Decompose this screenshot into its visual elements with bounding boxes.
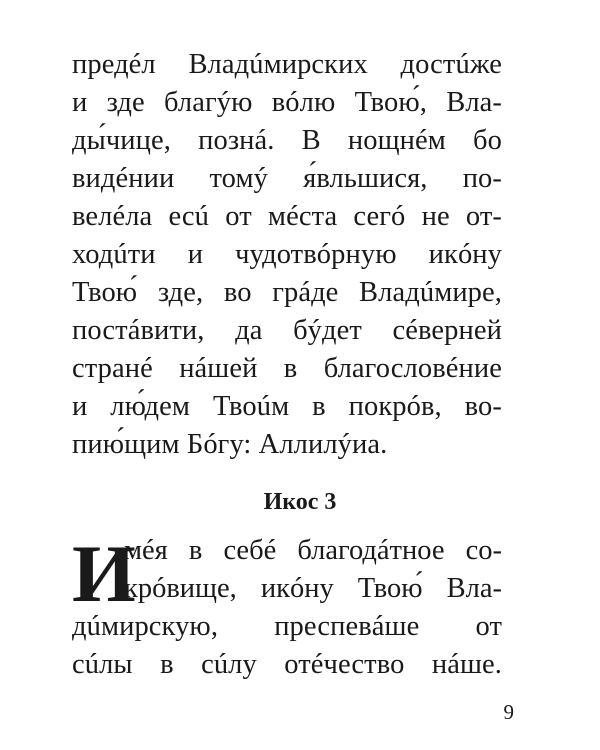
paragraph-1: [72, 46, 502, 464]
text-line: ды́чице, познá. В нощнéм бо: [72, 125, 502, 156]
text-line: Твою́ зде, во грáде Владúмире,: [72, 277, 502, 308]
section-heading: Икос 3: [263, 489, 337, 515]
text-line: ходúти и чудотвóрную икóну: [72, 239, 502, 270]
text-line: видéнии томý я́вльшися, по-: [72, 163, 502, 194]
drop-cap: И: [72, 528, 136, 619]
text-line: дúмирскую, преспевáше от: [72, 611, 502, 642]
text-line: пию́щим Бóгу: Аллилýиа.: [72, 429, 388, 460]
paragraph-2: [72, 528, 502, 684]
text-line: и зде благýю вóлю Твою́, Вла-: [72, 87, 502, 118]
text-line: и лю́дем Твоúм в покрóв, во-: [72, 391, 502, 422]
text-line: предéл Владúмирских достúже: [72, 49, 502, 80]
text-line: мéя в себé благодáтное со-: [124, 535, 502, 566]
text-line: постáвити, да бýдет сéверней: [72, 315, 502, 346]
text-line: сúлы в сúлу отéчество нáше.: [72, 649, 502, 680]
text-line: странé нáшей в благословéние: [72, 353, 502, 384]
text-line: велéла есú от мéста сегó не от-: [72, 201, 502, 232]
page-number: 9: [503, 700, 514, 724]
text-line: крóвище, икóну Твою́ Вла-: [124, 573, 502, 604]
